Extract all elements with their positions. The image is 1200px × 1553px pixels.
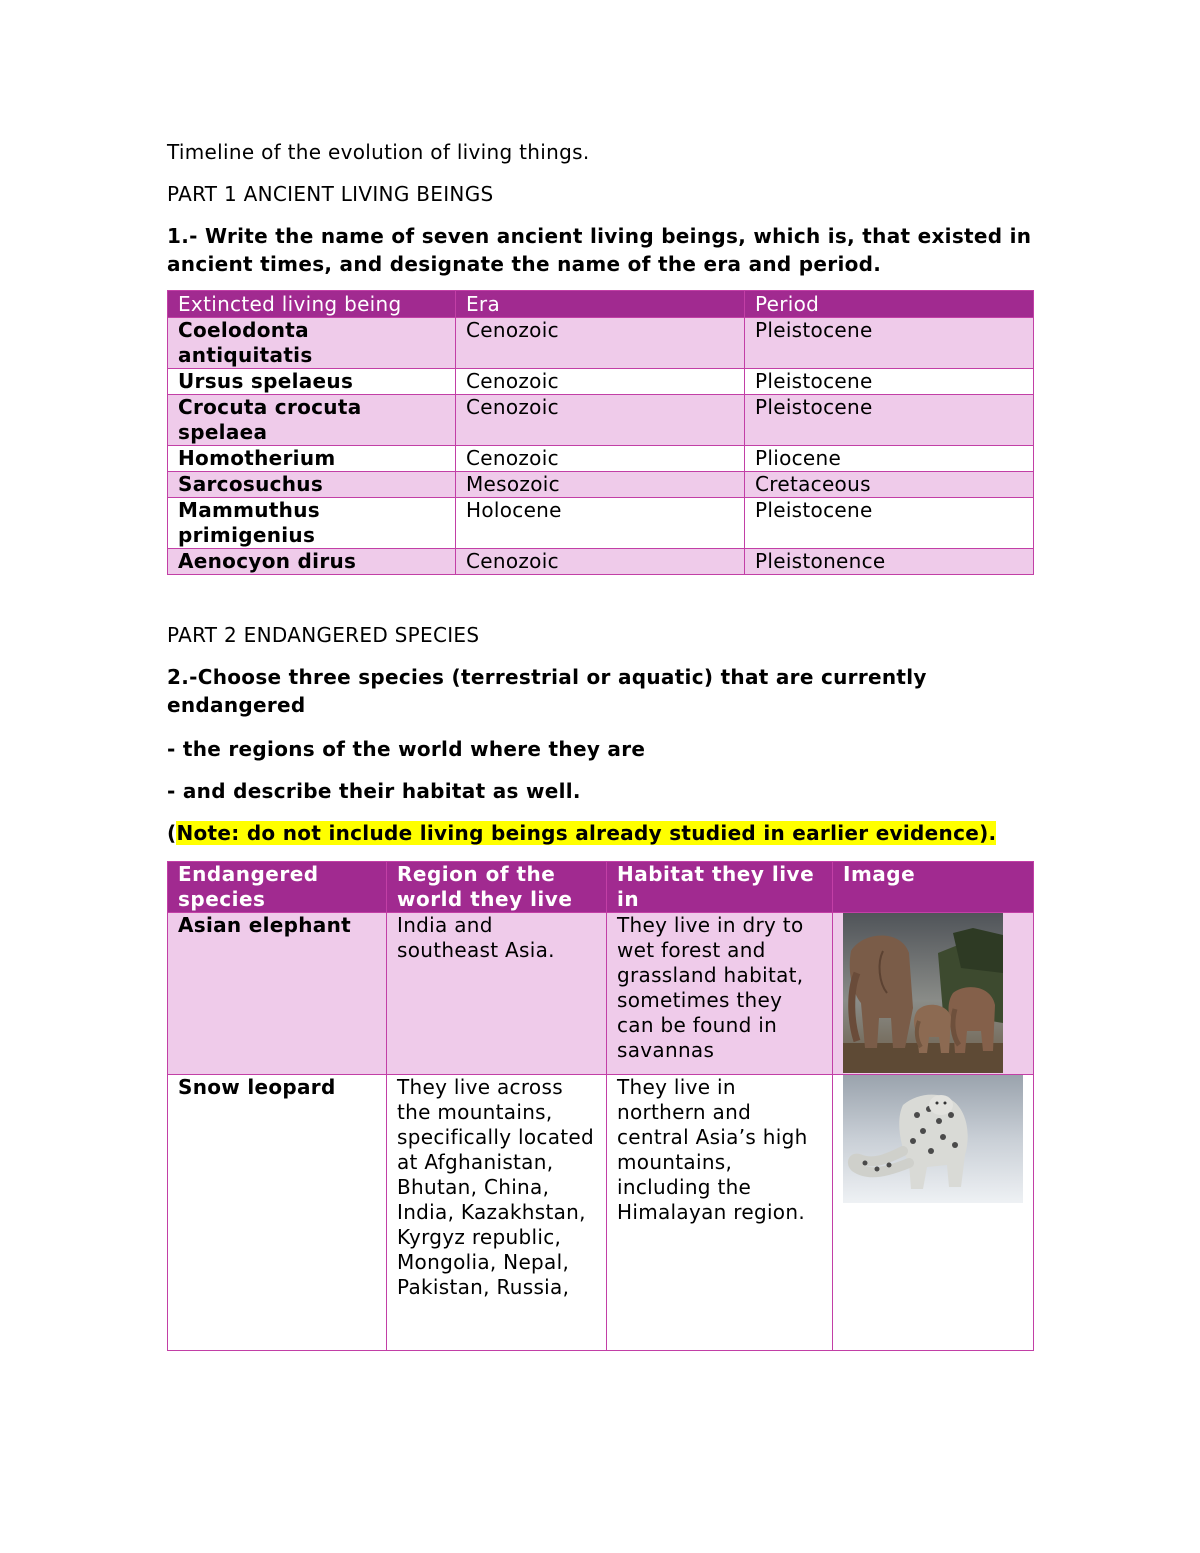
cell-name: Homotherium (168, 446, 456, 472)
bullet-regions: - the regions of the world where they are (167, 737, 646, 761)
cell-period: Pleistonence (745, 549, 1034, 575)
document-page (167, 138, 1033, 1351)
header-extinct-being: Extincted living being (168, 291, 456, 318)
note (167, 819, 1033, 847)
table-row (168, 549, 1034, 575)
question-2-text: Choose three species (terrestrial or aquatic) that are currently endangered (167, 665, 927, 717)
cell-region: India and southeast Asia. (387, 913, 607, 1075)
table-row (168, 395, 1034, 446)
header-image: Image (833, 862, 1034, 913)
note-open: ( (167, 821, 177, 845)
header-species: Endangered species (168, 862, 387, 913)
document-title: Timeline of the evolution of living things. (167, 140, 590, 164)
cell-period: Pleistocene (745, 369, 1034, 395)
cell-image (833, 913, 1034, 1075)
note-highlight: Note: do not include living beings already studied in earlier evidence). (176, 821, 997, 845)
cell-era: Cenozoic (456, 395, 745, 446)
question-1 (167, 222, 1033, 278)
table-row (168, 318, 1034, 369)
cell-era: Cenozoic (456, 549, 745, 575)
cell-habitat: They live in northern and central Asia’s high mountains, including the Himalayan region. (607, 1075, 833, 1351)
cell-era: Cenozoic (456, 369, 745, 395)
cell-region: They live across the mountains, specifically located at Afghanistan, Bhutan, China, India, Kazakhstan, Kyrgyz republic, Mongolia, Nepal, Pakistan, Russia, (387, 1075, 607, 1351)
table-row (168, 498, 1034, 549)
endangered-species-table (167, 861, 1034, 1351)
snow-leopard-photo (843, 1075, 1023, 1203)
question-2 (167, 663, 1033, 719)
extinct-beings-table (167, 290, 1034, 575)
header-habitat: Habitat they live in (607, 862, 833, 913)
cell-period: Pliocene (745, 446, 1034, 472)
table-header-row (168, 862, 1034, 913)
part1-heading: PART 1 ANCIENT LIVING BEINGS (167, 182, 494, 206)
cell-name: Coelodonta antiquitatis (168, 318, 456, 369)
question-1-number: 1.- (167, 224, 198, 248)
cell-species: Snow leopard (168, 1075, 387, 1351)
cell-name: Sarcosuchus (168, 472, 456, 498)
cell-image (833, 1075, 1034, 1351)
cell-period: Pleistocene (745, 498, 1034, 549)
question-1-text: Write the name of seven ancient living beings, which is, that existed in ancient times, and designate the name of the era and period. (167, 224, 1032, 276)
cell-period: Pleistocene (745, 318, 1034, 369)
cell-name: Mammuthus primigenius (168, 498, 456, 549)
cell-species: Asian elephant (168, 913, 387, 1075)
table-row (168, 913, 1034, 1075)
table-header-row (168, 291, 1034, 318)
table-row (168, 472, 1034, 498)
header-period: Period (745, 291, 1034, 318)
cell-era: Cenozoic (456, 446, 745, 472)
elephant-photo (843, 913, 1003, 1073)
cell-period: Cretaceous (745, 472, 1034, 498)
table-row (168, 1075, 1034, 1351)
cell-period: Pleistocene (745, 395, 1034, 446)
header-region: Region of the world they live (387, 862, 607, 913)
cell-name: Aenocyon dirus (168, 549, 456, 575)
header-era: Era (456, 291, 745, 318)
bullet-habitat: - and describe their habitat as well. (167, 779, 581, 803)
table-row (168, 369, 1034, 395)
cell-era: Holocene (456, 498, 745, 549)
cell-name: Crocuta crocuta spelaea (168, 395, 456, 446)
table-row (168, 446, 1034, 472)
cell-era: Mesozoic (456, 472, 745, 498)
cell-habitat: They live in dry to wet forest and grassland habitat, sometimes they can be found in savannas (607, 913, 833, 1075)
cell-name: Ursus spelaeus (168, 369, 456, 395)
part2-heading: PART 2 ENDANGERED SPECIES (167, 623, 480, 647)
cell-era: Cenozoic (456, 318, 745, 369)
question-2-number: 2.- (167, 665, 198, 689)
